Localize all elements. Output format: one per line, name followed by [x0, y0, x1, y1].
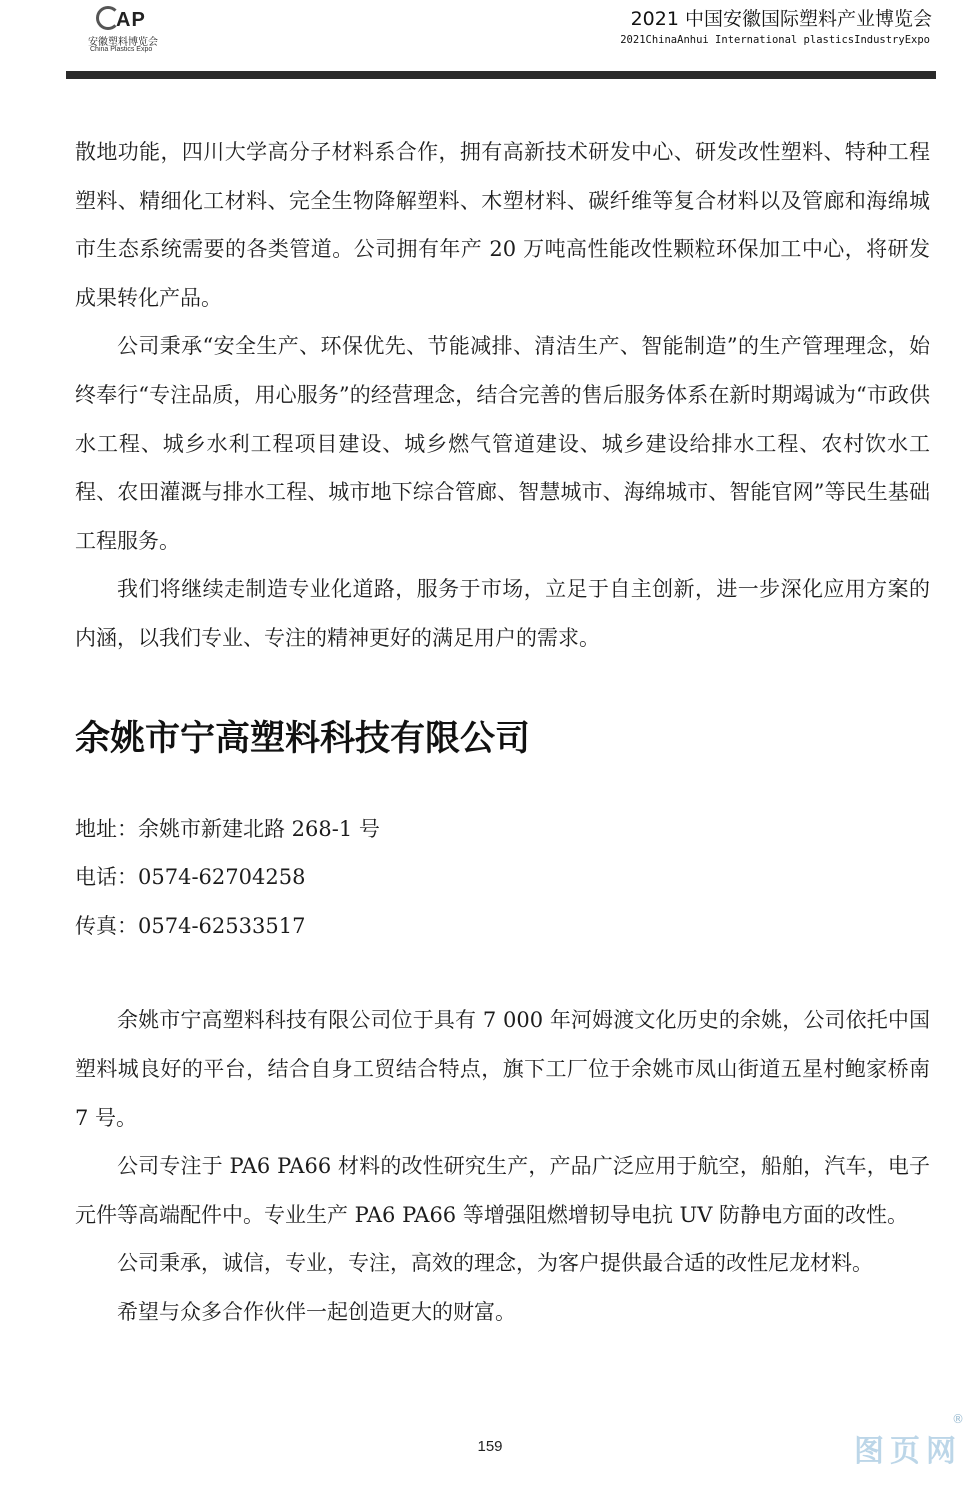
company-address: 地址：余姚市新建北路 268-1 号 [75, 816, 380, 841]
header-title: 2021 中国安徽国际塑料产业博览会 [630, 8, 932, 30]
company-title: 余姚市宁高塑料科技有限公司 [75, 718, 531, 759]
logo-name-cn: 安徽塑料博览会 [88, 37, 158, 48]
company-description [75, 996, 930, 1336]
page-body [75, 128, 930, 1336]
description-paragraph: 公司专注于 PA6 PA66 材料的改性研究生产，产品广泛应用于航空，船舶，汽车，电子元件等高端配件中。专业生产 PA6 PA66 等增强阻燃增韧导电抗 UV 防静电方面的改性。 [75, 1154, 930, 1227]
intro-paragraph: 散地功能，四川大学高分子材料系合作，拥有高新技术研发中心、研发改性塑料、特种工程塑料、精细化工材料、完全生物降解塑料、木塑材料、碳纤维等复合材料以及管廊和海绵城市生态系统需要的各类管道。公司拥有年产 20 万吨高性能改性颗粒环保加工中心，将研发成果转化产品。 [75, 140, 930, 310]
page-number: 159 [477, 1438, 503, 1455]
watermark [854, 1412, 964, 1470]
logo-mark: AP [96, 6, 146, 32]
contact-block [75, 805, 930, 951]
description-paragraph: 希望与众多合作伙伴一起创造更大的财富。 [117, 1299, 516, 1324]
header-subtitle: 2021ChinaAnhui International plasticsIndustryExpo [620, 34, 930, 46]
registered-mark: ® [952, 1412, 964, 1426]
intro-paragraph: 公司秉承“安全生产、环保优先、节能减排、清洁生产、智能制造”的生产管理理念，始终奉行“专注品质，用心服务”的经营理念，结合完善的售后服务体系在新时期竭诚为“市政供水工程、城乡水利工程项目建设、城乡燃气管道建设、城乡建设给排水工程、农村饮水工程、农田灌溉与排水工程、城市地下综合管廊、智慧城市、海绵城市、智能官网”等民生基础工程服务。 [75, 334, 930, 553]
intro-paragraph: 我们将继续走制造专业化道路，服务于市场，立足于自主创新，进一步深化应用方案的内涵，以我们专业、专注的精神更好的满足用户的需求。 [75, 577, 930, 650]
watermark-text: 图页网 [854, 1434, 962, 1469]
expo-logo [88, 6, 168, 52]
description-paragraph: 公司秉承，诚信，专业，专注，高效的理念，为客户提供最合适的改性尼龙材料。 [117, 1251, 873, 1276]
header-divider [66, 71, 936, 79]
company-phone: 电话：0574-62704258 [75, 865, 306, 890]
page-header [0, 0, 980, 82]
logo-name-en: China Plastics Expo [90, 46, 153, 53]
description-paragraph: 余姚市宁高塑料科技有限公司位于具有 7 000 年河姆渡文化历史的余姚，公司依托中国塑料城良好的平台，结合自身工贸结合特点，旗下工厂位于余姚市凤山街道五星村鲍家桥南 7 号。 [75, 1008, 930, 1130]
company-fax: 传真：0574-62533517 [75, 913, 306, 938]
